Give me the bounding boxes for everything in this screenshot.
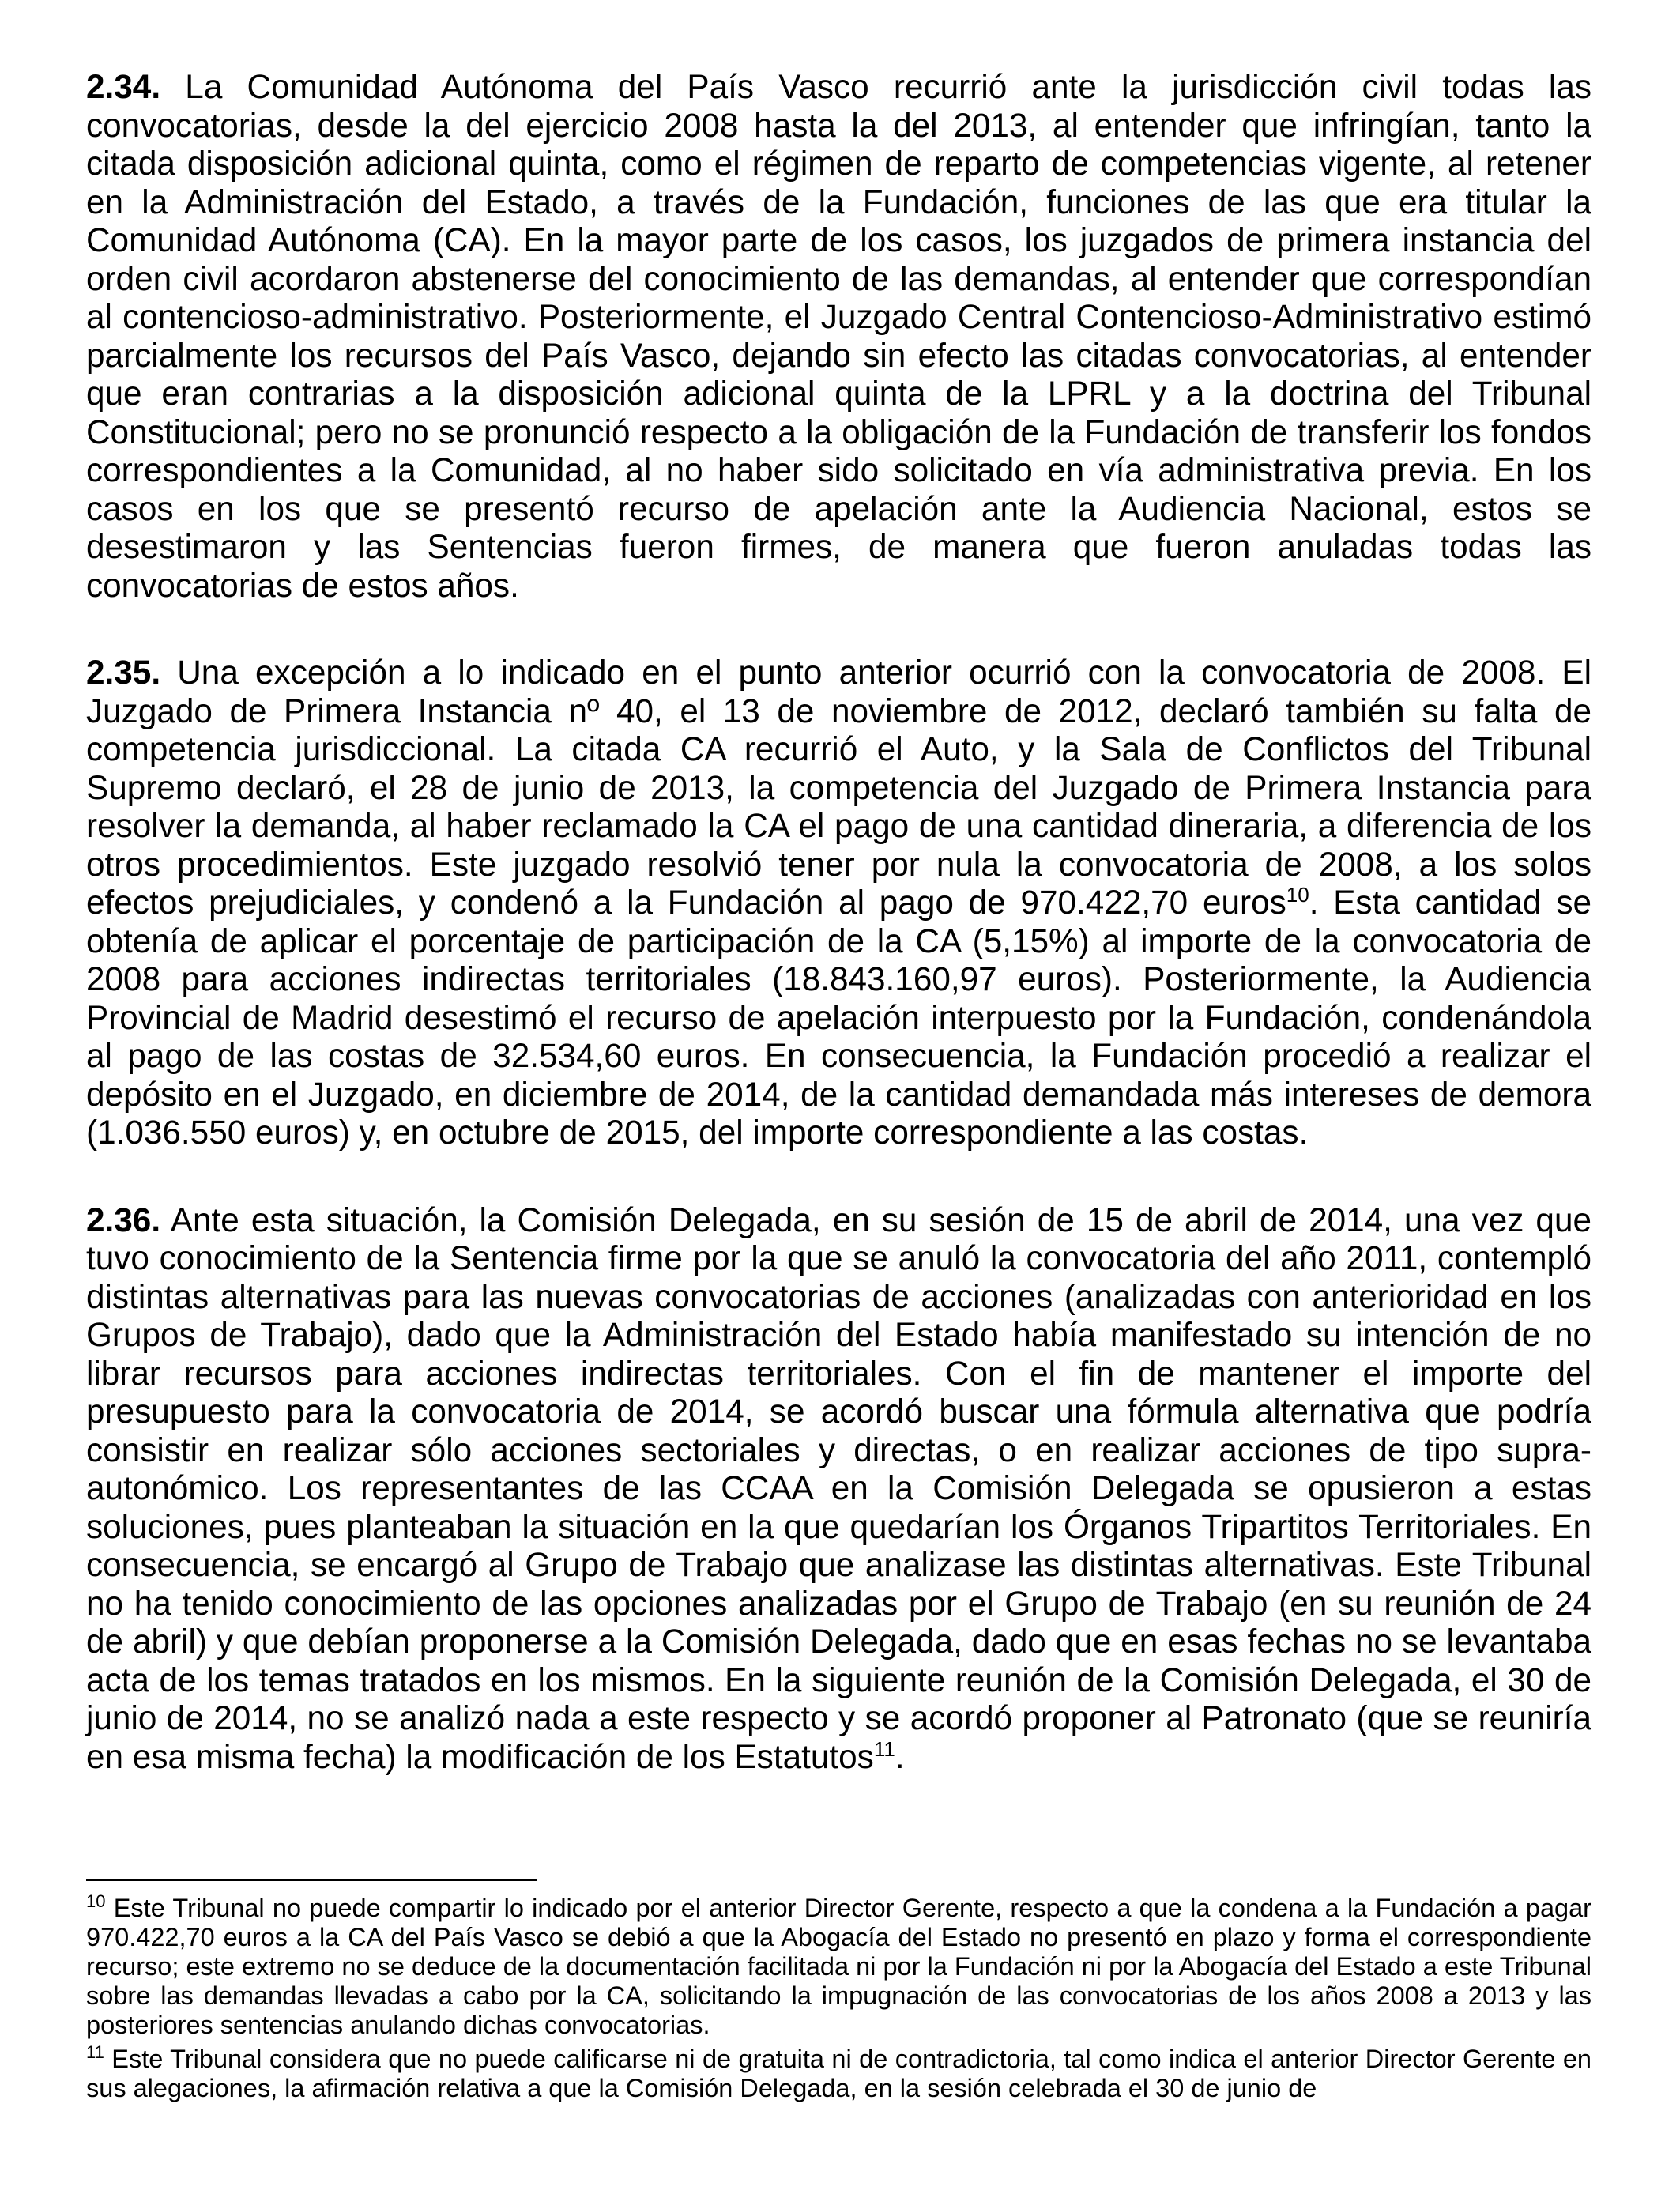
paragraph-text-end: . [895, 1737, 905, 1775]
paragraph-text: Ante esta situación, la Comisión Delegada, en su sesión de 15 de abril de 2014, una vez que tuvo conocimiento de la Sentencia firme por la que se anuló la convocatoria del año 2011, contempló distintas alternativas para las nuevas convocatorias de acciones (analizadas con anterioridad en los Grupos de Trabajo), dado que la Administración del Estado había manifestado su intención de no librar recursos para acciones indirectas territoriales. Con el fin de mantener el importe del presupuesto para la convocatoria de 2014, se acordó buscar una fórmula alternativa que podría consistir en realizar sólo acciones sectoriales y directas, o en realizar acciones de tipo supra-autonómico. Los representantes de las CCAA en la Comisión Delegada se opusieron a estas soluciones, pues planteaban la situación en la que quedarían los Órganos Tripartitos Territoriales. En consecuencia, se encargó al Grupo de Trabajo que analizase las distintas alternativas. Este Tribunal no ha tenido conocimiento de las opciones analizadas por el Grupo de Trabajo (en su reunión de 24 de abril) y que debían proponerse a la Comisión Delegada, dado que en esas fechas no se levantaba acta de los temas tratados en los mismos. En la siguiente reunión de la Comisión Delegada, el 30 de junio de 2014, no se analizó nada a este respecto y se acordó proponer al Patronato (que se reuniría en esa misma fecha) la modificación de los Estatutos [86, 1201, 1591, 1775]
footnote-reference-11[interactable]: 11 [873, 1736, 895, 1761]
paragraph-2-34 [86, 68, 1591, 605]
footnote-text: Este Tribunal no puede compartir lo indicado por el anterior Director Gerente, respecto a que la condena a la Fundación a pagar 970.422,70 euros a la CA del País Vasco se debió a que la Abogacía del Estado no presentó en plazo y forma el correspondiente recurso; este extremo no se deduce de la documentación facilitada ni por la Fundación ni por la Abogacía del Estado a este Tribunal sobre las demandas llevadas a cabo por la CA, solicitando la impugnación de las convocatorias de los años 2008 a 2013 y las posteriores sentencias anulando dichas convocatorias. [86, 1894, 1591, 2039]
paragraph-number: 2.36. [86, 1201, 161, 1238]
paragraph-text: La Comunidad Autónoma del País Vasco recurrió ante la jurisdicción civil todas las convocatorias, desde la del ejercicio 2008 hasta la del 2013, al entender que infringían, tanto la citada disposición adicional quinta, como el régimen de reparto de competencias vigente, al retener en la Administración del Estado, a través de la Fundación, funciones de las que era titular la Comunidad Autónoma (CA). En la mayor parte de los casos, los juzgados de primera instancia del orden civil acordaron abstenerse del conocimiento de las demandas, al entender que correspondían al contencioso-administrativo. Posteriormente, el Juzgado Central Contencioso-Administrativo estimó parcialmente los recursos del País Vasco, dejando sin efecto las citadas convocatorias, al entender que eran contrarias a la disposición adicional quinta de la LPRL y a la doctrina del Tribunal Constitucional; pero no se pronunció respecto a la obligación de la Fundación de transferir los fondos correspondientes a la Comunidad, al no haber sido solicitado en vía administrativa previa. En los casos en los que se presentó recurso de apelación ante la Audiencia Nacional, estos se desestimaron y las Sentencias fueron firmes, de manera que fueron anuladas todas las convocatorias de estos años. [86, 68, 1591, 604]
paragraph-text: Una excepción a lo indicado en el punto anterior ocurrió con la convocatoria de 2008. El Juzgado de Primera Instancia nº 40, el 13 de noviembre de 2012, declaró también su falta de competencia jurisdiccional. La citada CA recurrió el Auto, y la Sala de Conflictos del Tribunal Supremo declaró, el 28 de junio de 2013, la competencia del Juzgado de Primera Instancia para resolver la demanda, al haber reclamado la CA el pago de una cantidad dineraria, a diferencia de los otros procedimientos. Este juzgado resolvió tener por nula la convocatoria de 2008, a los solos efectos prejudiciales, y condenó a la Fundación al pago de 970.422,70 euros [86, 654, 1591, 921]
paragraph-text-continued: . Esta cantidad se obtenía de aplicar el porcentaje de participación de la CA (5,15%) al importe de la convocatoria de 2008 para acciones indirectas territoriales (18.843.160,97 euros). Posteriormente, la Audiencia Provincial de Madrid desestimó el recurso de apelación interpuesto por la Fundación, condenándola al pago de las costas de 32.534,60 euros. En consecuencia, la Fundación procedió a realizar el depósito en el Juzgado, en diciembre de 2014, de la cantidad demandada más intereses de demora (1.036.550 euros) y, en octubre de 2015, del importe correspondiente a las costas. [86, 884, 1591, 1151]
footnotes [86, 1891, 1591, 2108]
document-body [86, 68, 1591, 1776]
footnote-separator [86, 1879, 537, 1881]
footnote-mark: 11 [86, 2042, 104, 2063]
paragraph-2-35 [86, 654, 1591, 1152]
footnote-11 [86, 2042, 1591, 2103]
footnote-mark: 10 [86, 1891, 106, 1912]
footnote-10 [86, 1891, 1591, 2040]
paragraph-number: 2.34. [86, 68, 161, 105]
paragraph-number: 2.35. [86, 654, 161, 691]
paragraph-2-36 [86, 1201, 1591, 1777]
footnote-text: Este Tribunal considera que no puede calificarse ni de gratuita ni de contradictoria, tal como indica el anterior Director Gerente en sus alegaciones, la afirmación relativa a que la Comisión Delegada, en la sesión celebrada el 30 de junio de [86, 2045, 1591, 2102]
footnote-reference-10[interactable]: 10 [1286, 882, 1309, 907]
